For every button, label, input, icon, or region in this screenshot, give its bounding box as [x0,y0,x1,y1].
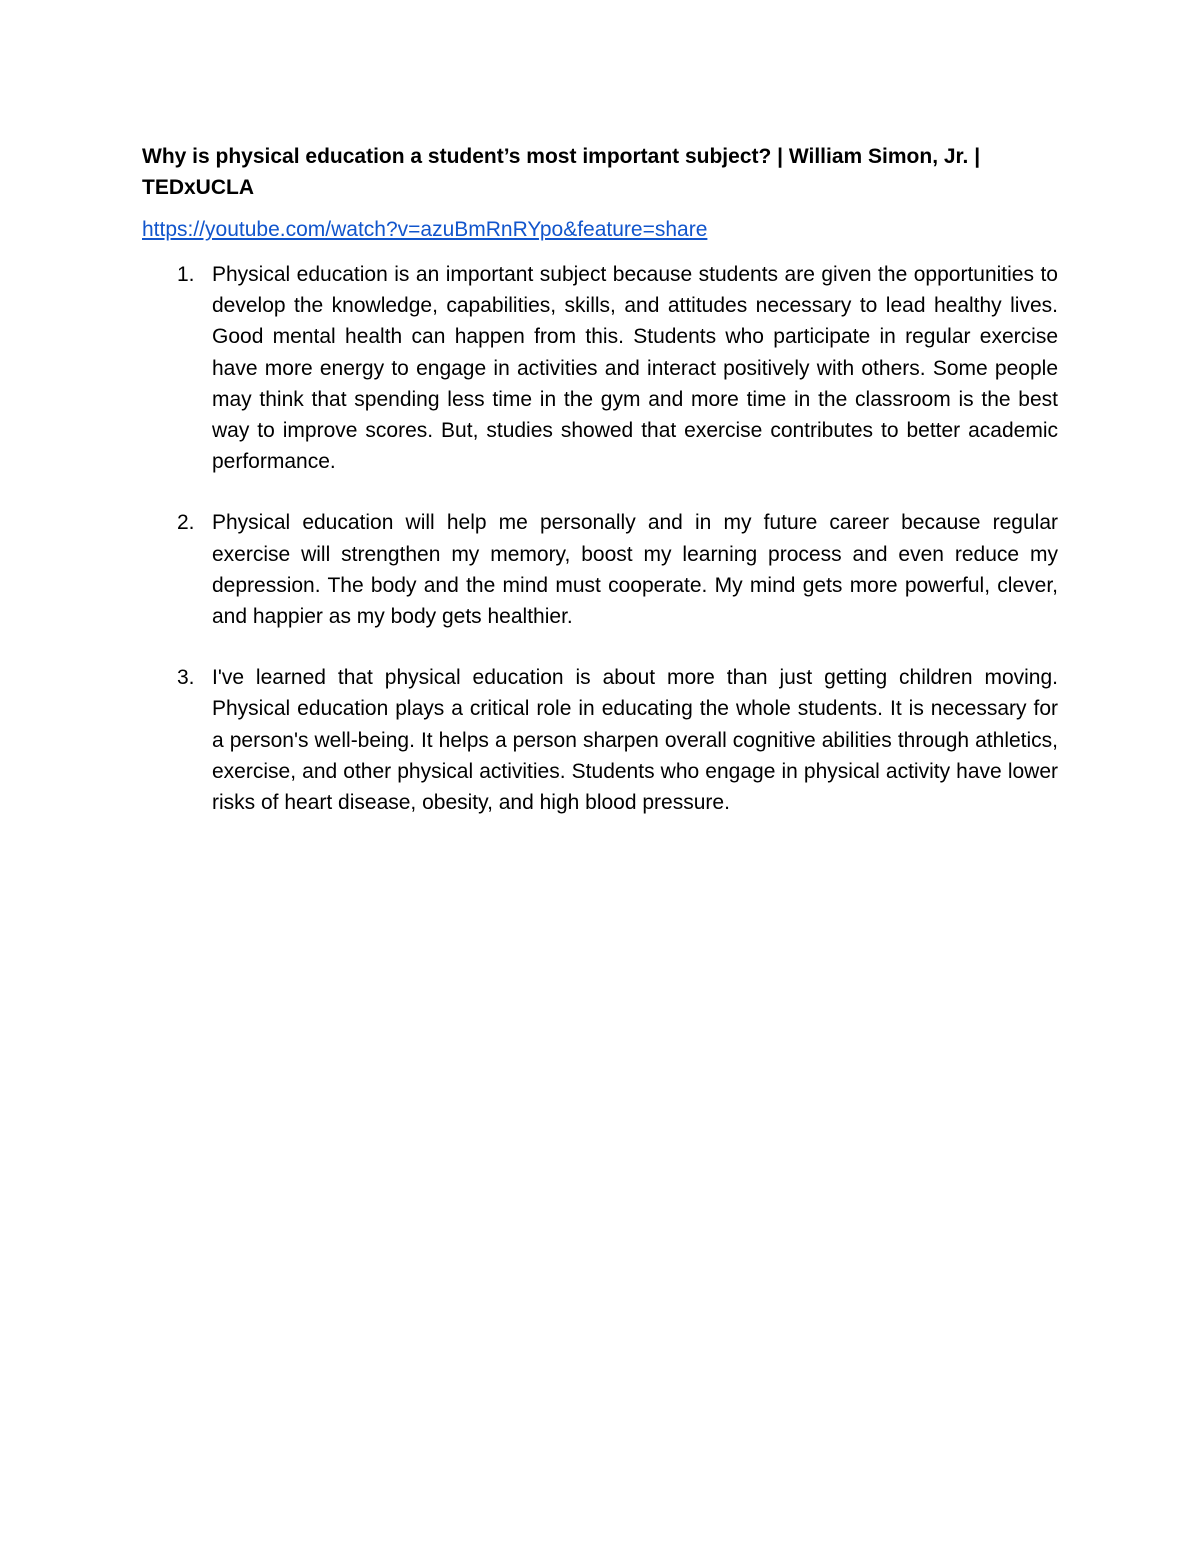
list-item-text: Physical education will help me personally and in my future career because regular exercise will strengthen my memory, boost my learning process and even reduce my depression. The body and the mind must cooperate. My mind gets more powerful, clever, and happier as my body gets healthier. [212,511,1058,629]
list-item-text: Physical education is an important subject because students are given the opportunities to develop the knowledge, capabilities, skills, and attitudes necessary to lead healthy lives. Good mental health can happen from this. Students who participate in regular exercise have more energy to engage in activities and interact positively with others. Some people may think that spending less time in the gym and more time in the classroom is the best way to improve scores. But, studies showed that exercise contributes to better academic performance. [212,263,1058,474]
list-item [142,259,1058,477]
list-item-number: 1. [177,263,195,286]
document-title: Why is physical education a student’s most important subject? | William Simon, Jr. | TEDxUCLA [142,145,981,199]
list-item-text: I've learned that physical education is about more than just getting children moving. Physical education plays a critical role in educating the whole students. It is necessary for a person's well-being. It helps a person sharpen overall cognitive abilities through athletics, exercise, and other physical activities. Students who engage in physical activity have lower risks of heart disease, obesity, and high blood pressure. [212,666,1058,815]
list-item [142,662,1058,818]
list-item-number: 2. [177,511,195,535]
youtube-link[interactable]: https://youtube.com/watch?v=azuBmRnRYpo&feature=share [142,218,708,241]
list-item-number: 3. [177,666,195,690]
list-item [142,507,1058,632]
numbered-list [142,259,1058,848]
